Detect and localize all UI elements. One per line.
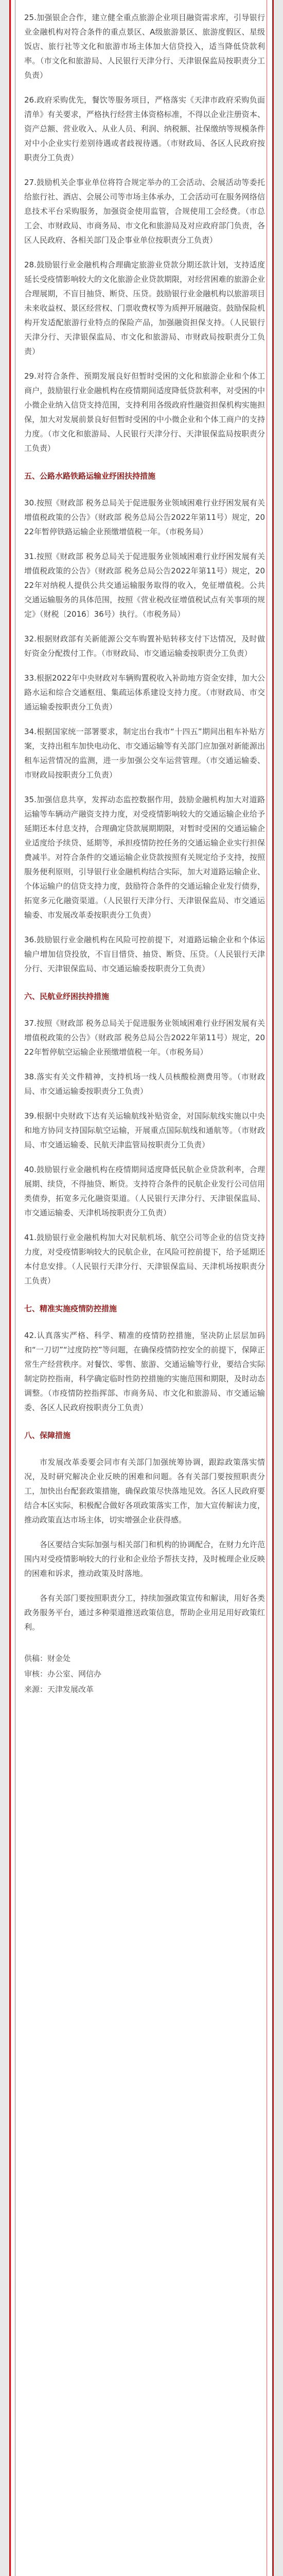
paragraph: 26.政府采购优先，餐饮等服务项目，严格落实《天津市政府采购负面清单》有关要求，严格执行经营主体资格标准，不得以企业注册资本、资产总额、营业收入、从业人员、利润、纳税额、社保缴纳等规模条件对中小企业实行差别待遇或者歧视待遇。（市财政局、各区人民政府按职责分工负责）: [24, 95, 265, 162]
paragraph: 39.根据中央财政下达有关运输航线补贴资金，对国际航线实施以中央和地方协同支持国际航空运输，开展重点国际航线和通航等。（市财政局、市交通运输委、民航天津监管局按职责分工负责）: [24, 1111, 265, 1149]
source-line: 来源：天津发展改革: [24, 1685, 94, 1694]
section-heading: 八、保障措施: [24, 1431, 71, 1440]
paragraph: 30.按照《财政部 税务总局关于促进服务业领域困难行业纾困发展有关增值税政策的公告》（财政部 税务总局公告2022年第11号）规定，2022年暂停铁路运输企业预缴增值税一年。（市税务局）: [24, 498, 265, 536]
paragraph: 41.鼓励银行业金融机构加大对民航机场、航空公司等企业的信贷支持力度，对受疫情影响较大的民航企业，在风险可控前提下，给予延期还本付息安排。（人民银行天津分行、天津银保监局、天津机场按职责分工负责）: [24, 1233, 265, 1285]
paragraph: 42.认真落实严格、科学、精准的疫情防控措施，坚决防止层层加码和“一刀切”“过度防控”等问题，在确保疫情防控安全的前提下，保障正常生产经营秩序。对餐饮、零售、旅游、交通运输等行业，要结合实际制定防控指南，科学确定临时性防控措施的实施范围和期限，及时动态调整。（市疫情防控指挥部、市商务局、市文化和旅游局、市交通运输委、各区人民政府按职责分工负责）: [24, 1331, 265, 1412]
paragraph: 34.根据国家统一部署要求，制定出台我市“十四五”期间出租车补贴方案，支持出租车加快电动化、市交通运输等有关部门应加强对新能源出租车运营情况的监测，进一步加强公交车运营管理。（市交通运输委、市财政局按职责分工负责）: [24, 727, 265, 779]
section-heading: 六、民航业纾困扶持措施: [24, 992, 110, 1001]
paragraph: 29.对符合条件、预期发展良好但暂时受困的文化和旅游企业和个体工商户，鼓励银行业金融机构在疫情期间适度降低贷款利率，对受困的中小微企业纳入信贷支持范围，支持利用各级政府性融资担保机构实施担保，加大对发展前景良好但暂时受困的中小微企业和个体工商户的支持力度。（市文化和旅游局、人民银行天津分行、天津银保监局按职责分工负责）: [24, 371, 265, 453]
paragraph: 市发展改革委要会同市有关部门加强统筹协调，跟踪政策落实情况，及时研究解决企业反映的困难和问题。各有关部门要按照职责分工，加快出台配套政策措施，确保政策尽快落地见效。各区人民政府要结合本区实际，积极配合做好各项政策落实工作，加大宣传解读力度，推动政策直达市场主体，切实增强企业获得感。: [24, 1458, 265, 1524]
section-heading: 七、精准实施疫情防控措施: [24, 1304, 117, 1313]
paragraph: 各区要结合实际加强与相关部门和机构的协调配合，在财力允许范围内对受疫情影响较大的行业和企业给予帮扶支持，及时梳理企业反映的困难和诉求，推动政策及时落地。: [24, 1540, 265, 1578]
paragraph: 31.按照《财政部 税务总局关于促进服务业领域困难行业纾困发展有关增值税政策的公告》（财政部 税务总局公告2022年第11号）规定，2022年对纳税人提供公共交通运输服务取得的收入，免征增值税。公共交通运输服务的具体范围，按照《营业税改征增值税试点有关事项的规定》（财税〔2016〕36号）执行。（市税务局）: [24, 552, 265, 619]
paragraph: 27.鼓励机关企事业单位将符合规定举办的工会活动、会展活动等委托给旅行社、酒店、会展公司等市场主体承办，工会活动可在服务网络信息技术平台采购服务，加强资金使用监管，合规使用工会经费。（市总工会、市财政局、市商务局、市文化和旅游局及对应政府部门负责，各区人民政府、各相关部门及企事业单位按职责分工负责）: [24, 178, 265, 245]
paragraph: 32.根据财政部有关新能源公交车购置补贴转移支付下达情况，及时做好资金分配拨付工作。（市财政局、市交通运输委按职责分工负责）: [24, 634, 265, 658]
section-heading: 五、公路水路铁路运输业纾困扶持措施: [24, 471, 156, 481]
paragraph: 33.根据2022年中央财政对车辆购置税收入补助地方资金安排，加大公路水运和综合交通枢纽、集疏运体系建设支持力度。（市财政局、市交通运输委按职责分工负责）: [24, 673, 265, 711]
paragraph: 25.加强银企合作，建立健全重点旅游企业项目融资需求库，引导银行业金融机构对符合条件的重点景区、A级旅游景区、旅游度假区、星级饭店、旅行社等文化和旅游市场主体加大信贷投入，适当降低贷款利率。（市文化和旅游局、人民银行天津分行、天津银保监局按职责分工负责）: [24, 13, 265, 80]
paragraph: 36.鼓励银行业金融机构在风险可控前提下，对道路运输企业和个体运输户增加信贷投放，不盲目惜贷、抽贷、断贷、压贷。（人民银行天津分行、天津银保监局、市交通运输委按职责分工负责）: [24, 935, 265, 973]
paragraph: 40.鼓励银行业金融机构在疫情期间适度降低民航企业贷款利率，合理展期、续贷，不得抽贷、断贷。支持符合条件的民航企业发行公司信用类债券，拓宽多元化融资渠道。（人民银行天津分行、天津银保监局、市交通运输委、天津机场按职责分工负责）: [24, 1165, 265, 1217]
paragraph: 各有关部门要按照职责分工，持续加强政策宣传和解读，用好各类政务服务平台，通过多种渠道推送政策信息，帮助企业用足用好政策红利。: [24, 1594, 265, 1632]
article-meta: [24, 1651, 265, 1697]
paragraph: 28.鼓励银行业金融机构合理确定旅游业贷款分期还款计划，支持适度延长受疫情影响较大的文化旅游企业贷款期限，对经营困难的旅游企业合理展期，不盲目抽贷、断贷、压贷。鼓励银行业金融机构以旅游项目未来收益权、景区经营权、门票收费权等为质押开展融资。鼓励保险机构开发适配旅游行业特点的保险产品，加强融资担保支持。（人民银行天津分行、天津银保监局、市文化和旅游局、市财政局按职责分工负责）: [24, 260, 265, 356]
editor-line: 供稿：财金处: [24, 1654, 71, 1663]
red-border-frame: [9, 0, 274, 2576]
reviewer-line: 审核：办公室、网信办: [24, 1669, 102, 1679]
paragraph: 35.加强信息共享，发挥动态监控数据作用，鼓励金融机构加大对道路运输等车辆动产融资支持力度，对受疫情影响较大的交通运输企业给予延期还本付息支持，合理确定贷款展期期限，对暂时受困的交通运输企业适度给予续贷、延期等，承担疫情防控任务的交通运输企业实行担保费减半。对符合条件的交通运输企业贷款按照有关规定给予支持，按照服务便利原则，引导银行业金融机构结合实际，加大对道路运输企业、个体运输户的信贷支持力度，鼓励符合条件的交通运输企业发行债券，拓宽多元化融资渠道。（人民银行天津分行、天津银保监局、市交通运输委、市发展改革委按职责分工负责）: [24, 795, 265, 920]
paragraph: 37.按照《财政部 税务总局关于促进服务业领域困难行业纾困发展有关增值税政策的公告》（财政部 税务总局公告2022年第11号）规定，2022年暂停航空运输企业预缴增值税一年。（市税务局）: [24, 1019, 265, 1057]
article-body: [24, 10, 265, 1697]
paragraph: 38.落实有关文件精神，支持机场一线人员核酸检测费用等。（市财政局、市交通运输委按职责分工负责）: [24, 1072, 265, 1096]
